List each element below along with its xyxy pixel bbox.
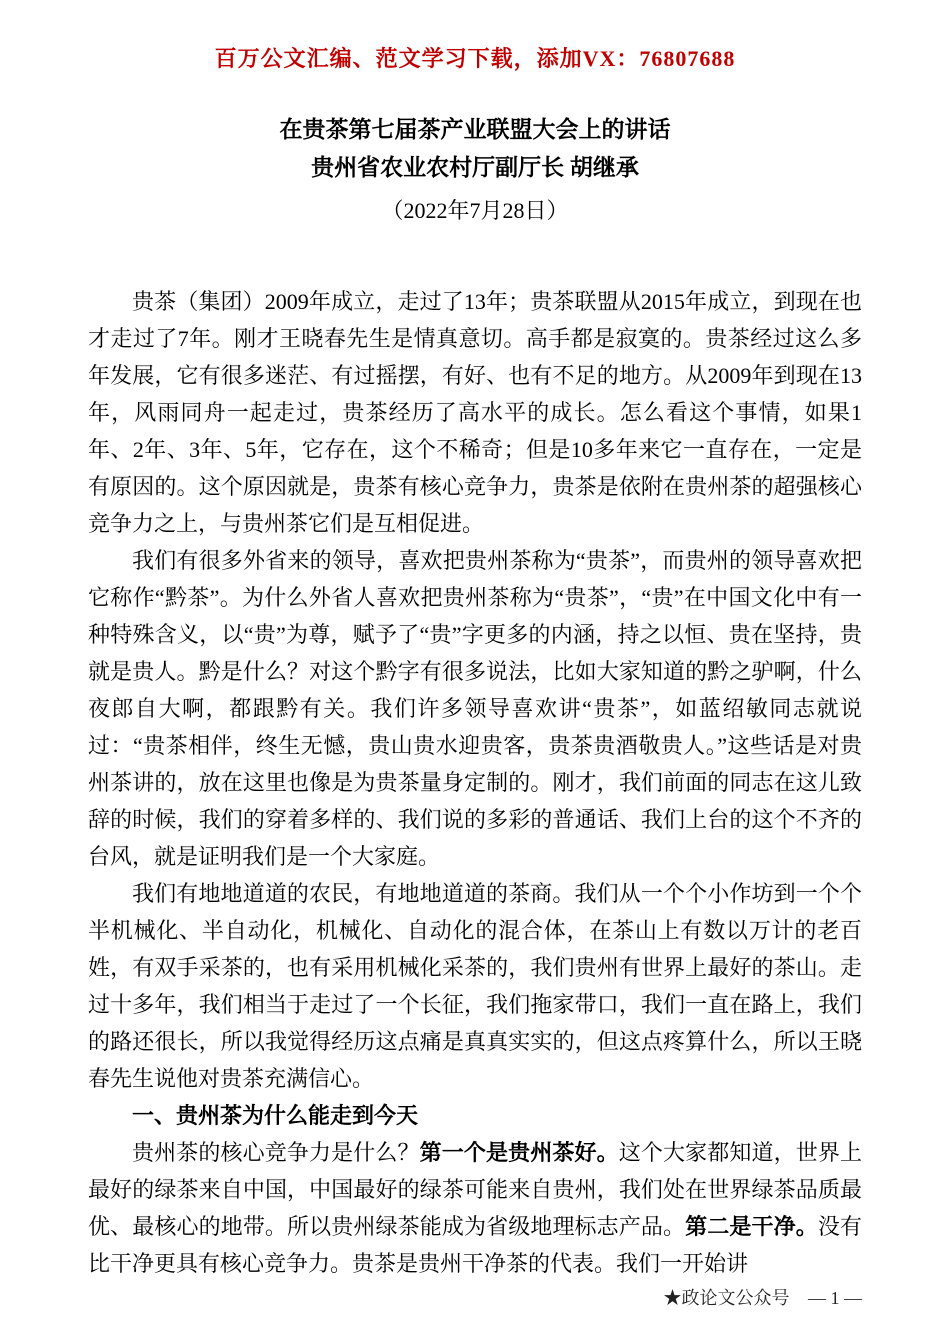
document-date: （2022年7月28日）	[381, 198, 569, 223]
promo-banner: 百万公文汇编、范文学习下载，添加VX：76807688	[214, 46, 736, 71]
document-author-line: 贵州省农业农村厅副厅长 胡继承	[311, 155, 639, 180]
page-number: — 1 —	[808, 1288, 862, 1308]
document-body	[88, 283, 862, 1282]
page-footer	[664, 1284, 863, 1310]
paragraph-4: 贵州茶的核心竞争力是什么？第一个是贵州茶好。这个大家都知道，世界上最好的绿茶来自中国，中国最好的绿茶可能来自贵州，我们处在世界绿茶品质最优、最核心的地带。所以贵州绿茶能成为省级地理标志产品。第二是干净。没有比干净更具有核心竞争力。贵茶是贵州干净茶的代表。我们一开始讲	[88, 1140, 862, 1276]
section-heading-1: 一、贵州茶为什么能走到今天	[132, 1103, 419, 1128]
footer-account-label: ★政论文公众号	[663, 1288, 790, 1308]
paragraph-1: 贵茶（集团）2009年成立，走过了13年；贵茶联盟从2015年成立，到现在也才走过了7年。刚才王晓春先生是情真意切。高手都是寂寞的。贵茶经过这么多年发展，它有很多迷茫、有过摇摆，有好、也有不足的地方。从2009年到现在13年，风雨同舟一起走过，贵茶经历了高水平的成长。怎么看这个事情，如果1年、2年、3年、5年，它存在，这个不稀奇；但是10多年来它一直存在，一定是有原因的。这个原因就是，贵茶有核心竞争力，贵茶是依附在贵州茶的超强核心竞争力之上，与贵州茶它们是互相促进。	[88, 289, 862, 536]
paragraph-3: 我们有地地道道的农民，有地地道道的茶商。我们从一个个小作坊到一个个半机械化、半自动化，机械化、自动化的混合体，在茶山上有数以万计的老百姓，有双手采茶的，也有采用机械化采茶的，我们贵州有世界上最好的茶山。走过十多年，我们相当于走过了一个长征，我们拖家带口，我们一直在路上，我们的路还很长，所以我觉得经历这点痛是真真实实的，但这点疼算什么，所以王晓春先生说他对贵茶充满信心。	[88, 881, 862, 1091]
paragraph-2: 我们有很多外省来的领导，喜欢把贵州茶称为“贵茶”，而贵州的领导喜欢把它称作“黔茶”。为什么外省人喜欢把贵州茶称为“贵茶”，“贵”在中国文化中有一种特殊含义，以“贵”为尊，赋予了“贵”字更多的内涵，持之以恒、贵在坚持，贵就是贵人。黔是什么？对这个黔字有很多说法，比如大家知道的黔之驴啊，什么夜郎自大啊，都跟黔有关。我们许多领导喜欢讲“贵茶”，如蓝绍敏同志就说过：“贵茶相伴，终生无憾，贵山贵水迎贵客，贵茶贵酒敬贵人。”这些话是对贵州茶讲的，放在这里也像是为贵茶量身定制的。刚才，我们前面的同志在这儿致辞的时候，我们的穿着多样的、我们说的多彩的普通话、我们上台的这个不齐的台风，就是证明我们是一个大家庭。	[88, 548, 862, 869]
document-title: 在贵茶第七届茶产业联盟大会上的讲话	[279, 117, 671, 142]
